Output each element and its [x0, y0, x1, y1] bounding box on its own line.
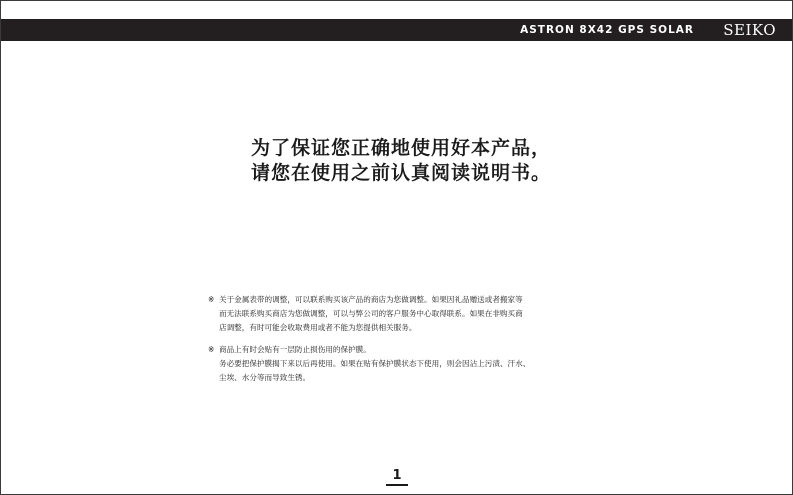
note-strap-adjustment [208, 293, 598, 335]
note-line: 店调整，有时可能会收取费用或者不能为您提供相关服务。 [219, 323, 417, 332]
header-bar [1, 19, 792, 41]
note-protective-film [208, 343, 598, 385]
page-number: 1 [386, 468, 408, 486]
model-title: ASTRON 8X42 GPS SOLAR [520, 24, 694, 36]
headline-line-1: 为了保证您正确地使用好本产品， [251, 137, 552, 159]
note-line: 务必要把保护膜揭下来以后再使用。如果在贴有保护膜状态下使用，则会因沾上污渍、汗水、 [219, 359, 531, 368]
headline [251, 136, 551, 186]
note-line: 而无法联系购买商店为您做调整，可以与弊公司的客户服务中心取得联系。如果在非购买商 [219, 309, 523, 318]
note-line: 尘埃、水分等而导致生锈。 [219, 373, 311, 382]
note-line: 关于金属表带的调整，可以联系购买该产品的商店为您做调整。如果因礼品赠送或者搬家等 [219, 295, 523, 304]
notes-section [208, 293, 598, 393]
headline-line-2: 请您在使用之前认真阅读说明书。 [251, 162, 552, 184]
reference-mark: ※ [208, 345, 215, 354]
note-line: 商品上有时会贴有一层防止损伤用的保护膜。 [219, 345, 371, 354]
reference-mark: ※ [208, 295, 215, 304]
seiko-logo: SEIKO [723, 21, 776, 39]
